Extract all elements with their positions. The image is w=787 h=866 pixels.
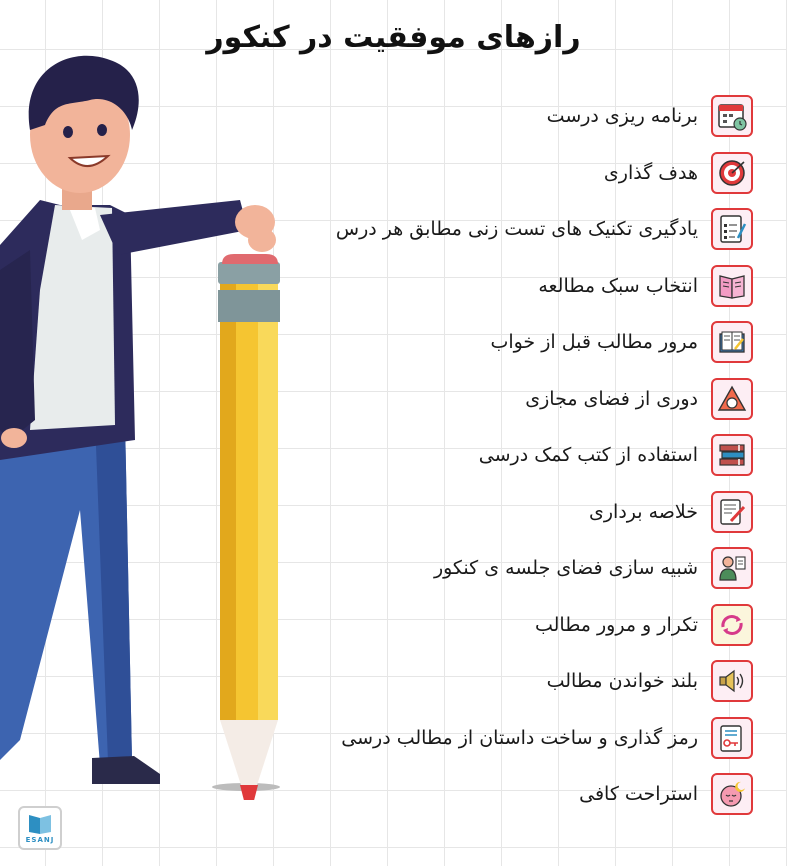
list-item-label: بلند خواندن مطالب bbox=[546, 670, 698, 693]
logo-book-icon bbox=[27, 813, 53, 835]
tips-list bbox=[233, 88, 753, 823]
sleeping-face-icon bbox=[711, 773, 753, 815]
list-item bbox=[233, 597, 753, 654]
list-item bbox=[233, 427, 753, 484]
repeat-icon bbox=[711, 604, 753, 646]
list-item bbox=[233, 766, 753, 823]
list-item bbox=[233, 710, 753, 767]
list-item bbox=[233, 653, 753, 710]
list-item-label: دوری از فضای مجازی bbox=[525, 387, 698, 410]
list-item bbox=[233, 484, 753, 541]
list-item bbox=[233, 258, 753, 315]
key-document-icon bbox=[711, 717, 753, 759]
warning-triangle-icon bbox=[711, 378, 753, 420]
notebook-icon bbox=[711, 321, 753, 363]
list-item-label: استفاده از کتب کمک درسی bbox=[478, 444, 698, 467]
list-item bbox=[233, 540, 753, 597]
esanj-logo bbox=[18, 806, 62, 850]
speaker-icon bbox=[711, 660, 753, 702]
exam-person-icon bbox=[711, 547, 753, 589]
target-icon bbox=[711, 152, 753, 194]
list-item bbox=[233, 88, 753, 145]
list-item-label: تکرار و مرور مطالب bbox=[534, 613, 698, 636]
list-item-label: رمز گذاری و ساخت داستان از مطالب درسی bbox=[341, 726, 698, 749]
list-item-label: استراحت کافی bbox=[579, 783, 698, 806]
book-stack-icon bbox=[711, 434, 753, 476]
list-item bbox=[233, 145, 753, 202]
logo-text: ESANJ bbox=[25, 835, 55, 844]
list-item-label: مرور مطالب قبل از خواب bbox=[490, 331, 698, 354]
test-sheet-icon bbox=[711, 208, 753, 250]
list-item-label: یادگیری تکنیک های تست زنی مطابق هر درس bbox=[335, 218, 698, 241]
list-item-label: هدف گذاری bbox=[603, 161, 698, 184]
list-item bbox=[233, 371, 753, 428]
list-item-label: برنامه ریزی درست bbox=[546, 105, 698, 128]
list-item bbox=[233, 201, 753, 258]
list-item-label: شبیه سازی فضای جلسه ی کنکور bbox=[433, 557, 698, 580]
list-item-label: خلاصه برداری bbox=[589, 500, 698, 523]
list-item-label: انتخاب سبک مطالعه bbox=[538, 274, 698, 297]
calendar-clock-icon bbox=[711, 95, 753, 137]
note-pencil-icon bbox=[711, 491, 753, 533]
page-title: رازهای موفقیت در کنکور bbox=[206, 20, 581, 55]
list-item bbox=[233, 314, 753, 371]
open-book-icon bbox=[711, 265, 753, 307]
